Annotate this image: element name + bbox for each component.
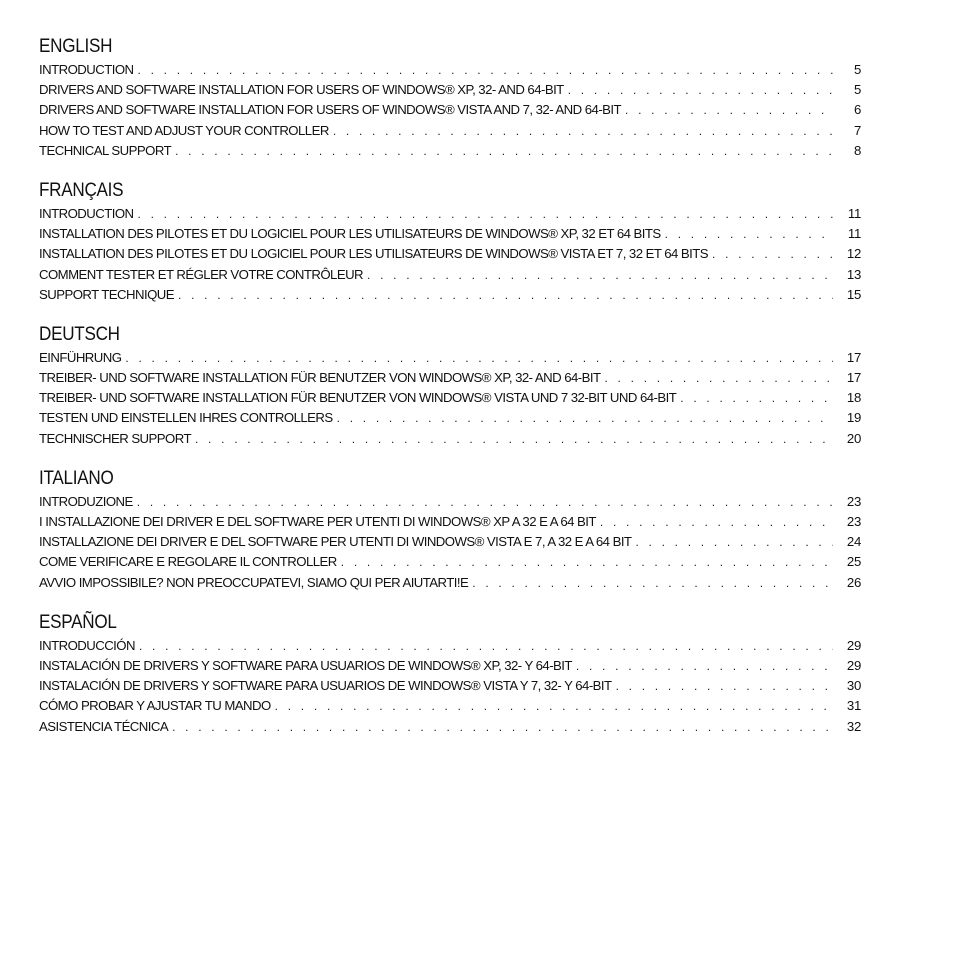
entry-page-number: 15 — [846, 286, 861, 302]
entry-label: TECHNISCHER SUPPORT — [39, 430, 191, 446]
dot-leader — [568, 80, 833, 100]
toc-entry[interactable] — [39, 636, 861, 656]
dot-leader — [175, 141, 833, 161]
entry-page-number: 23 — [846, 514, 861, 529]
dot-leader — [138, 60, 834, 80]
entry-label: DRIVERS AND SOFTWARE INSTALLATION FOR USERS OF WINDOWS® XP, 32- AND 64-BIT — [39, 82, 564, 98]
toc-section-espanol — [39, 612, 861, 737]
dot-leader — [172, 717, 833, 737]
entry-page-number: 25 — [846, 554, 861, 570]
entry-page-number: 13 — [846, 266, 861, 282]
entry-label: INTRODUCCIÓN — [39, 637, 135, 653]
toc-entry[interactable] — [39, 285, 861, 305]
section-title: DEUTSCH — [39, 323, 120, 345]
entry-label: TREIBER- UND SOFTWARE INSTALLATION FÜR BENUTZER VON WINDOWS® XP, 32- AND 64-BIT — [39, 370, 601, 386]
entry-page-number: 32 — [846, 718, 861, 734]
toc-entry[interactable] — [39, 552, 861, 572]
dot-leader — [616, 676, 833, 696]
dot-leader — [576, 656, 833, 676]
toc-entry[interactable] — [39, 121, 861, 141]
dot-leader — [138, 204, 834, 224]
toc-entry[interactable] — [39, 408, 861, 428]
entry-page-number: 24 — [846, 534, 861, 550]
toc-entry[interactable] — [39, 368, 861, 388]
dot-leader — [625, 100, 833, 120]
entry-page-number: 5 — [853, 62, 861, 77]
toc-entry[interactable] — [39, 80, 861, 100]
toc-entry[interactable] — [39, 265, 861, 285]
entry-label: HOW TO TEST AND ADJUST YOUR CONTROLLER — [39, 122, 329, 138]
entry-page-number: 8 — [853, 142, 861, 158]
entry-page-number: 20 — [846, 430, 861, 446]
dot-leader — [178, 285, 833, 305]
dot-leader — [125, 348, 833, 368]
entry-label: DRIVERS AND SOFTWARE INSTALLATION FOR USERS OF WINDOWS® VISTA AND 7, 32- AND 64-BIT — [39, 102, 622, 118]
toc-section-francais — [39, 180, 861, 305]
entry-page-number: 17 — [846, 349, 861, 365]
toc-section-english — [39, 36, 861, 161]
entry-page-number: 7 — [853, 122, 861, 138]
dot-leader — [195, 429, 833, 449]
toc-entry[interactable] — [39, 60, 861, 80]
dot-leader — [472, 573, 833, 593]
entry-page-number: 12 — [846, 246, 861, 262]
toc-entry[interactable] — [39, 696, 861, 716]
entry-label: INSTALACIÓN DE DRIVERS Y SOFTWARE PARA USUARIOS DE WINDOWS® VISTA Y 7, 32- Y 64-BIT — [39, 678, 612, 694]
entry-label: INSTALLAZIONE DEI DRIVER E DEL SOFTWARE PER UTENTI DI WINDOWS® VISTA E 7, A 32 E A 64 BIT — [39, 534, 632, 550]
toc-entry[interactable] — [39, 204, 861, 224]
entry-label: CÓMO PROBAR Y AJUSTAR TU MANDO — [39, 698, 271, 714]
dot-leader — [275, 696, 833, 716]
dot-leader — [600, 512, 833, 532]
entry-label: INSTALLATION DES PILOTES ET DU LOGICIEL POUR LES UTILISATEURS DE WINDOWS® XP, 32 ET 64 BITS — [39, 226, 661, 242]
entry-label: INTRODUCTION — [39, 62, 134, 77]
toc-entry[interactable] — [39, 141, 861, 161]
dot-leader — [341, 552, 833, 572]
entry-page-number: 11 — [847, 205, 861, 221]
entry-page-number: 31 — [846, 698, 861, 714]
section-title: ITALIANO — [39, 467, 114, 489]
entry-label: I INSTALLAZIONE DEI DRIVER E DEL SOFTWARE PER UTENTI DI WINDOWS® XP A 32 E A 64 BIT — [39, 514, 596, 529]
entry-label: COME VERIFICARE E REGOLARE IL CONTROLLER — [39, 554, 337, 570]
toc-entry[interactable] — [39, 573, 861, 593]
section-title: ENGLISH — [39, 36, 113, 57]
dot-leader — [680, 388, 833, 408]
toc-entry[interactable] — [39, 717, 861, 737]
dot-leader — [337, 408, 833, 428]
dot-leader — [137, 492, 833, 512]
entry-label: TECHNICAL SUPPORT — [39, 142, 172, 158]
toc-entry[interactable] — [39, 676, 861, 696]
toc-entry[interactable] — [39, 348, 861, 368]
toc-entry[interactable] — [39, 656, 861, 676]
dot-leader — [139, 636, 833, 656]
entry-page-number: 18 — [846, 390, 861, 406]
entry-page-number: 17 — [846, 370, 861, 386]
entry-label: ASISTENCIA TÉCNICA — [39, 718, 169, 734]
toc-entry[interactable] — [39, 532, 861, 552]
section-title: FRANÇAIS — [39, 179, 124, 201]
entry-label: INSTALACIÓN DE DRIVERS Y SOFTWARE PARA USUARIOS DE WINDOWS® XP, 32- Y 64-BIT — [39, 657, 572, 673]
dot-leader — [604, 368, 833, 388]
section-title: ESPAÑOL — [39, 611, 117, 633]
entry-label: TESTEN UND EINSTELLEN IHRES CONTROLLERS — [39, 410, 333, 426]
toc-entry[interactable] — [39, 388, 861, 408]
entry-page-number: 11 — [847, 226, 861, 242]
toc-section-italiano — [39, 468, 861, 593]
dot-leader — [333, 121, 833, 141]
entry-page-number: 5 — [853, 82, 861, 98]
entry-label: TREIBER- UND SOFTWARE INSTALLATION FÜR BENUTZER VON WINDOWS® VISTA UND 7 32-BIT UND 64-BIT — [39, 390, 677, 406]
dot-leader — [665, 224, 833, 244]
entry-label: SUPPORT TECHNIQUE — [39, 286, 175, 302]
dot-leader — [712, 244, 833, 264]
dot-leader — [367, 265, 833, 285]
entry-label: EINFÜHRUNG — [39, 349, 122, 365]
dot-leader — [635, 532, 833, 552]
entry-label: COMMENT TESTER ET RÉGLER VOTRE CONTRÔLEUR — [39, 266, 364, 282]
entry-label: INSTALLATION DES PILOTES ET DU LOGICIEL POUR LES UTILISATEURS DE WINDOWS® VISTA ET 7, 32 ET 64 BITS — [39, 246, 709, 262]
toc-entry[interactable] — [39, 224, 861, 244]
entry-page-number: 26 — [846, 574, 861, 590]
toc-entry[interactable] — [39, 100, 861, 120]
toc-entry[interactable] — [39, 429, 861, 449]
toc-entry[interactable] — [39, 512, 861, 532]
entry-page-number: 30 — [846, 678, 861, 694]
toc-entry[interactable] — [39, 492, 861, 512]
entry-page-number: 19 — [846, 410, 861, 426]
toc-section-deutsch — [39, 324, 861, 449]
entry-page-number: 6 — [853, 102, 861, 118]
table-of-contents — [39, 36, 861, 756]
entry-label: AVVIO IMPOSSIBILE? NON PREOCCUPATEVI, SIAMO QUI PER AIUTARTI!E — [39, 574, 469, 590]
toc-entry[interactable] — [39, 244, 861, 264]
entry-label: INTRODUZIONE — [39, 493, 133, 509]
entry-page-number: 29 — [846, 637, 861, 653]
entry-page-number: 23 — [846, 493, 861, 509]
entry-page-number: 29 — [846, 657, 861, 673]
entry-label: INTRODUCTION — [39, 205, 134, 221]
